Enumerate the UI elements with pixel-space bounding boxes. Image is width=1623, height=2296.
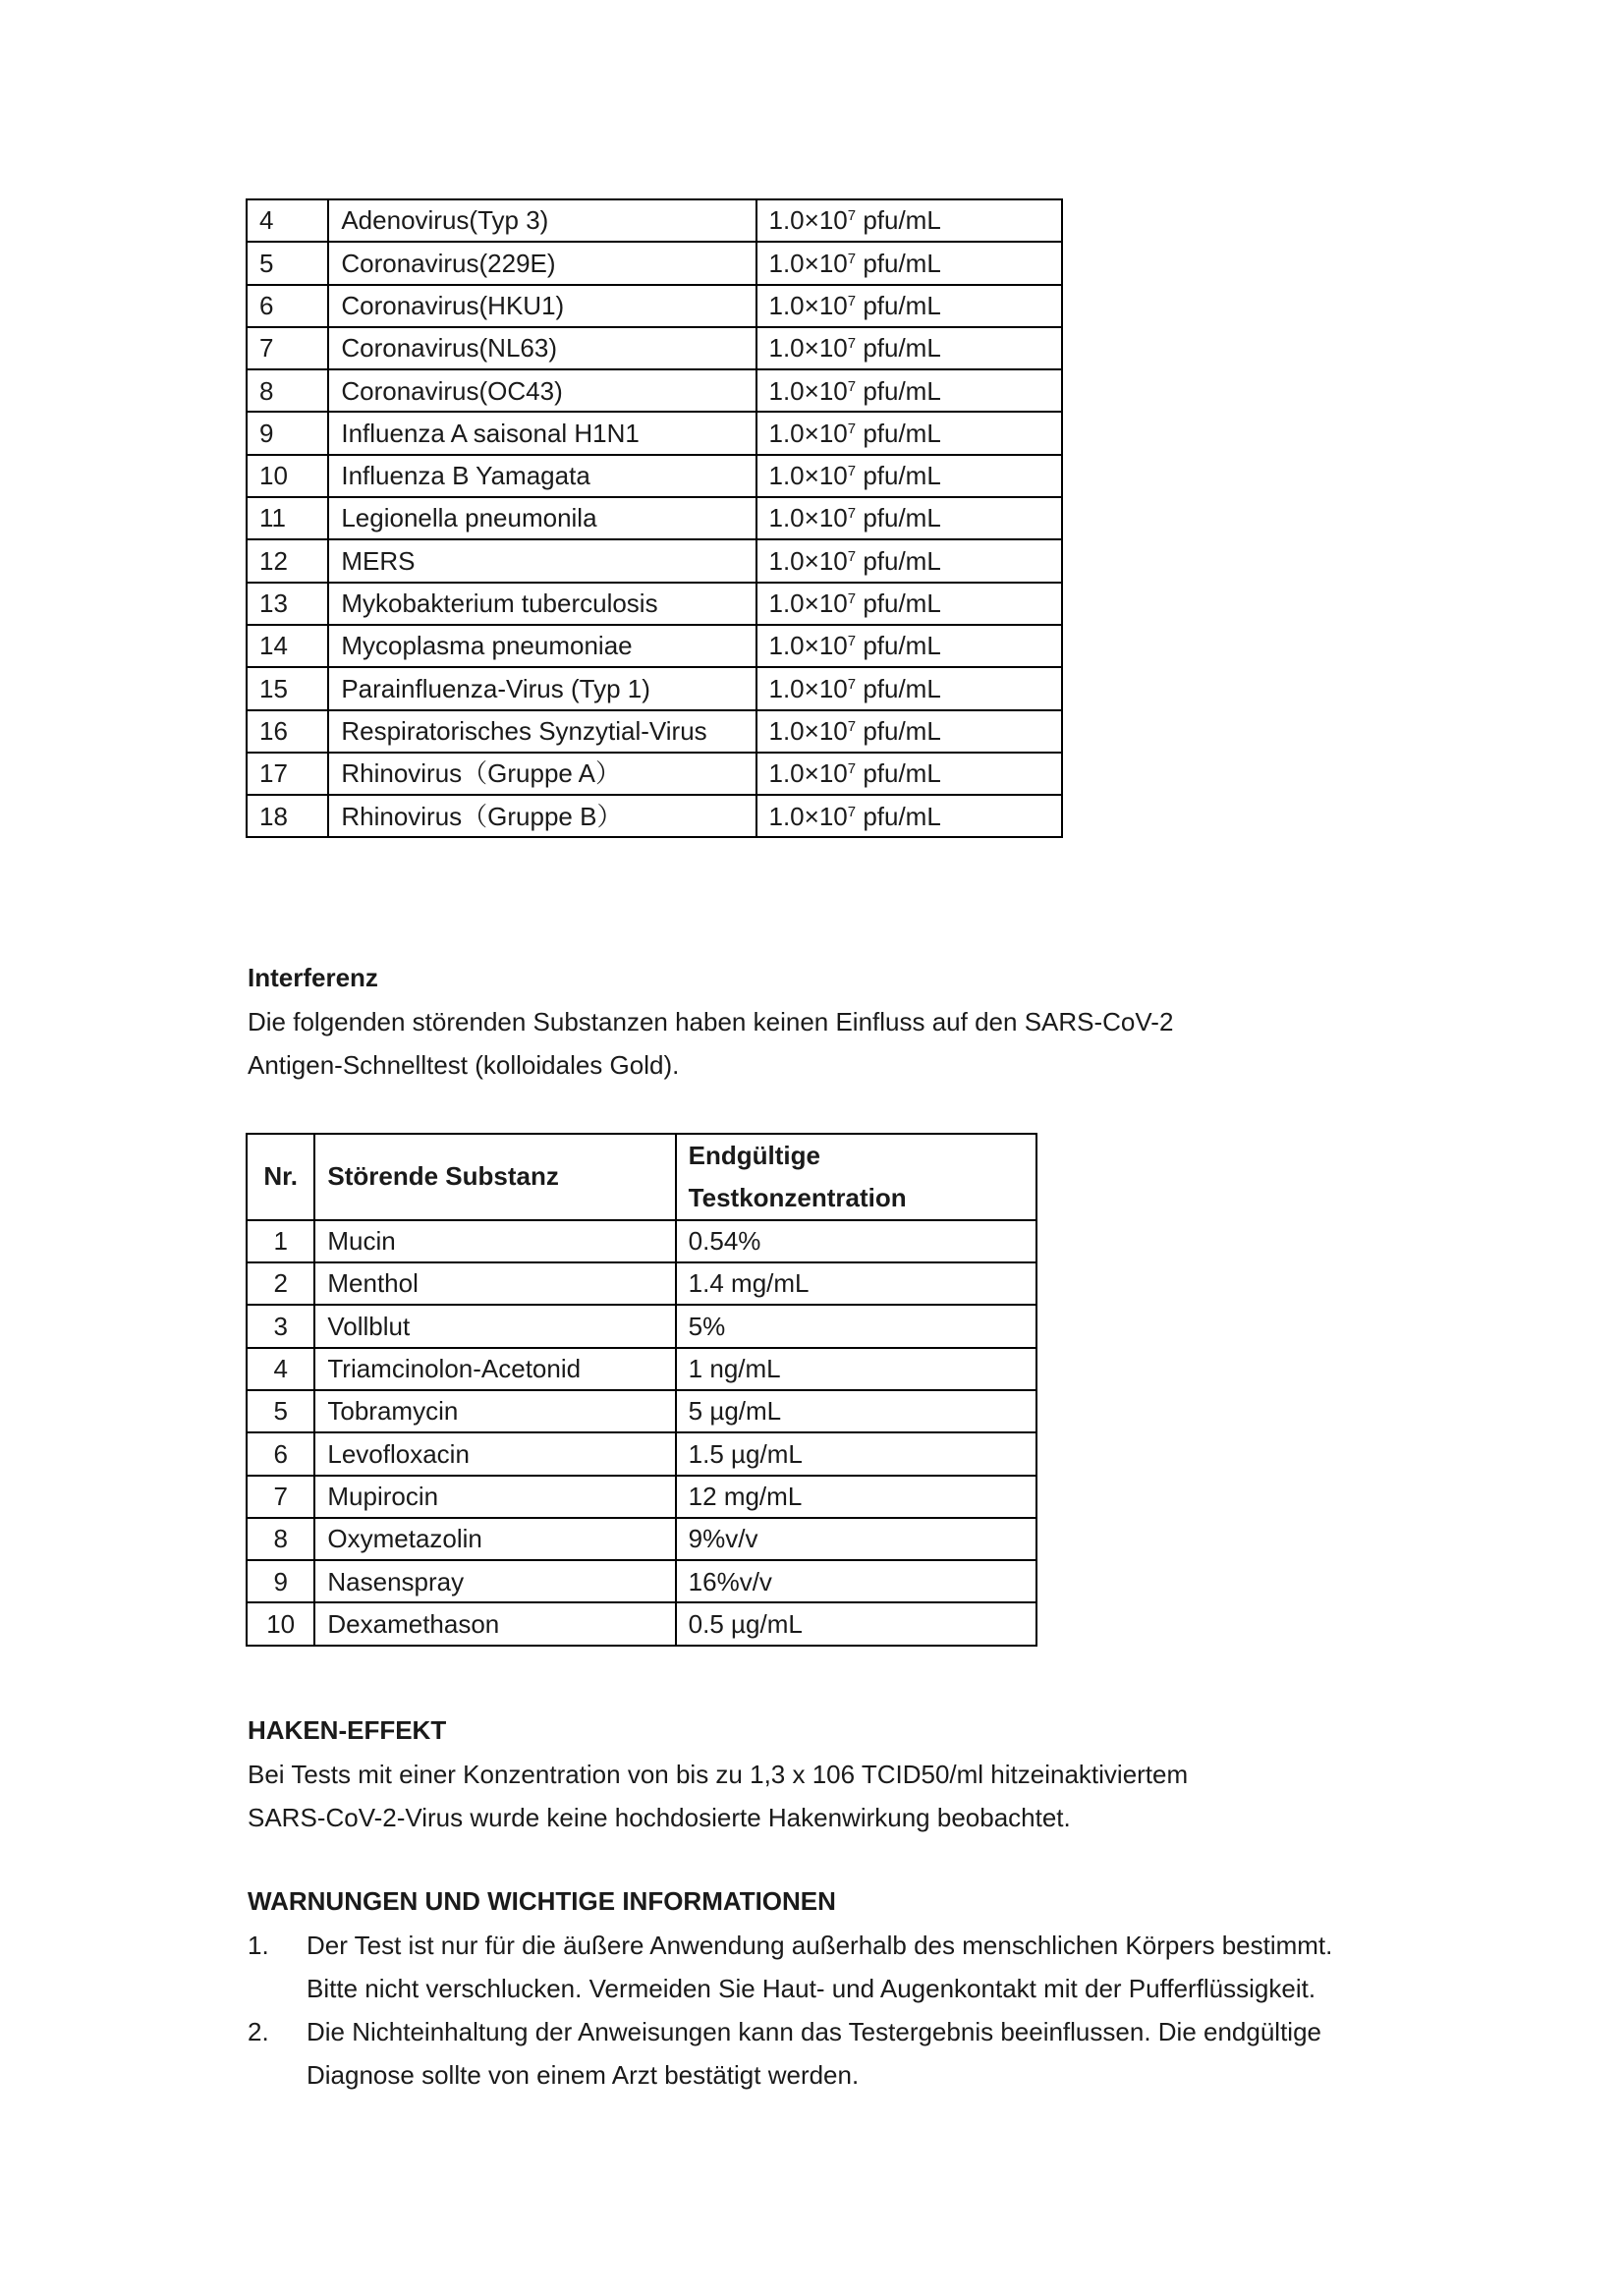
table-row bbox=[247, 1262, 1036, 1305]
cell-nr: 4 bbox=[247, 199, 328, 242]
cell-substance: Menthol bbox=[314, 1262, 675, 1305]
haken-text-line2: SARS-CoV-2-Virus wurde keine hochdosierte Hakenwirkung beobachtet. bbox=[248, 1803, 1071, 1832]
concentration-exponent: 7 bbox=[847, 420, 857, 437]
cell-organism: Rhinovirus（Gruppe A） bbox=[328, 753, 756, 795]
cell-concentration bbox=[756, 667, 1063, 709]
cell-organism: Respiratorisches Synzytial-Virus bbox=[328, 710, 756, 753]
cell-organism: Legionella pneumonila bbox=[328, 497, 756, 539]
cell-concentration: 0.54% bbox=[676, 1220, 1036, 1262]
concentration-unit: pfu/mL bbox=[856, 290, 941, 320]
concentration-base: 1.0×10 bbox=[768, 290, 848, 320]
table-row bbox=[247, 1220, 1036, 1262]
cell-organism: Coronavirus(OC43) bbox=[328, 369, 756, 412]
cell-concentration: 16%v/v bbox=[676, 1560, 1036, 1602]
cross-reactivity-table bbox=[246, 198, 1063, 838]
concentration-exponent: 7 bbox=[847, 717, 857, 735]
cell-nr: 17 bbox=[247, 753, 328, 795]
cell-concentration bbox=[756, 710, 1063, 753]
warnungen-list bbox=[248, 1924, 1427, 2097]
table-row bbox=[247, 1432, 1036, 1475]
cell-nr: 5 bbox=[247, 1390, 314, 1432]
cell-nr: 13 bbox=[247, 583, 328, 625]
cell-nr: 6 bbox=[247, 285, 328, 327]
concentration-base: 1.0×10 bbox=[768, 588, 848, 619]
table-row bbox=[247, 1305, 1036, 1347]
cell-concentration: 1.4 mg/mL bbox=[676, 1262, 1036, 1305]
cell-concentration bbox=[756, 327, 1063, 369]
cell-substance: Tobramycin bbox=[314, 1390, 675, 1432]
concentration-exponent: 7 bbox=[847, 803, 857, 820]
concentration-base: 1.0×10 bbox=[768, 333, 848, 364]
cell-organism: Coronavirus(229E) bbox=[328, 242, 756, 284]
list-item-number: 1. bbox=[248, 1931, 269, 1960]
concentration-unit: pfu/mL bbox=[856, 801, 941, 831]
cell-concentration bbox=[756, 369, 1063, 412]
cell-concentration: 12 mg/mL bbox=[676, 1476, 1036, 1518]
cell-nr: 14 bbox=[247, 625, 328, 667]
cell-nr: 9 bbox=[247, 412, 328, 454]
cell-substance: Triamcinolon-Acetonid bbox=[314, 1348, 675, 1390]
table-row bbox=[247, 497, 1062, 539]
cell-concentration bbox=[756, 199, 1063, 242]
concentration-base: 1.0×10 bbox=[768, 503, 848, 533]
list-item bbox=[248, 2010, 1427, 2097]
cell-concentration bbox=[756, 242, 1063, 284]
cell-concentration bbox=[756, 753, 1063, 795]
cell-concentration bbox=[756, 497, 1063, 539]
concentration-exponent: 7 bbox=[847, 377, 857, 395]
table-row bbox=[247, 667, 1062, 709]
cell-nr: 9 bbox=[247, 1560, 314, 1602]
interferenz-heading: Interferenz bbox=[248, 963, 378, 992]
haken-text-line1: Bei Tests mit einer Konzentration von bis zu 1,3 x 106 TCID50/ml hitzeinaktiviertem bbox=[248, 1760, 1189, 1789]
cell-organism: Coronavirus(HKU1) bbox=[328, 285, 756, 327]
header-concentration-line2: Testkonzentration bbox=[688, 1182, 907, 1212]
table-row bbox=[247, 795, 1062, 837]
table-row bbox=[247, 199, 1062, 242]
cell-organism: Mycoplasma pneumoniae bbox=[328, 625, 756, 667]
cell-concentration bbox=[756, 412, 1063, 454]
concentration-unit: pfu/mL bbox=[856, 248, 941, 278]
cell-concentration bbox=[756, 625, 1063, 667]
concentration-unit: pfu/mL bbox=[856, 758, 941, 789]
table-row bbox=[247, 242, 1062, 284]
cell-nr: 15 bbox=[247, 667, 328, 709]
cell-concentration bbox=[756, 455, 1063, 497]
header-substance: Störende Substanz bbox=[314, 1134, 675, 1220]
concentration-exponent: 7 bbox=[847, 590, 857, 608]
cell-substance: Levofloxacin bbox=[314, 1432, 675, 1475]
cell-substance: Mucin bbox=[314, 1220, 675, 1262]
concentration-exponent: 7 bbox=[847, 760, 857, 778]
table-row bbox=[247, 753, 1062, 795]
table-row bbox=[247, 1518, 1036, 1560]
table-row bbox=[247, 583, 1062, 625]
list-item-line1: Die Nichteinhaltung der Anweisungen kann das Testergebnis beeinflussen. Die endgültige bbox=[307, 2017, 1321, 2046]
cell-organism: Adenovirus(Typ 3) bbox=[328, 199, 756, 242]
table-row bbox=[247, 285, 1062, 327]
table-row bbox=[247, 1602, 1036, 1645]
cell-concentration: 5% bbox=[676, 1305, 1036, 1347]
concentration-base: 1.0×10 bbox=[768, 801, 848, 831]
concentration-unit: pfu/mL bbox=[856, 418, 941, 448]
concentration-unit: pfu/mL bbox=[856, 503, 941, 533]
concentration-exponent: 7 bbox=[847, 633, 857, 650]
concentration-base: 1.0×10 bbox=[768, 248, 848, 278]
cell-nr: 5 bbox=[247, 242, 328, 284]
concentration-exponent: 7 bbox=[847, 505, 857, 523]
warnungen-heading: WARNUNGEN UND WICHTIGE INFORMATIONEN bbox=[248, 1886, 836, 1916]
list-item-line2: Bitte nicht verschlucken. Vermeiden Sie Haut- und Augenkontakt mit der Pufferflüssigkeit. bbox=[307, 1974, 1316, 2003]
cell-organism: Parainfluenza-Virus (Typ 1) bbox=[328, 667, 756, 709]
concentration-base: 1.0×10 bbox=[768, 715, 848, 746]
concentration-base: 1.0×10 bbox=[768, 758, 848, 789]
header-nr: Nr. bbox=[247, 1134, 314, 1220]
cell-concentration bbox=[756, 583, 1063, 625]
list-item-line2: Diagnose sollte von einem Arzt bestätigt werden. bbox=[307, 2060, 860, 2090]
header-concentration-line1: Endgültige bbox=[688, 1141, 820, 1170]
table-row bbox=[247, 412, 1062, 454]
concentration-unit: pfu/mL bbox=[856, 461, 941, 491]
list-item-number: 2. bbox=[248, 2017, 269, 2046]
haken-text bbox=[248, 1753, 1427, 1839]
concentration-unit: pfu/mL bbox=[856, 333, 941, 364]
concentration-base: 1.0×10 bbox=[768, 673, 848, 703]
cell-organism: MERS bbox=[328, 539, 756, 582]
concentration-unit: pfu/mL bbox=[856, 205, 941, 236]
table-row bbox=[247, 1390, 1036, 1432]
table-row bbox=[247, 1348, 1036, 1390]
cell-nr: 4 bbox=[247, 1348, 314, 1390]
cell-substance: Dexamethason bbox=[314, 1602, 675, 1645]
table-row bbox=[247, 539, 1062, 582]
cell-nr: 18 bbox=[247, 795, 328, 837]
concentration-unit: pfu/mL bbox=[856, 631, 941, 661]
interferenz-text-line1: Die folgenden störenden Substanzen haben keinen Einfluss auf den SARS-CoV-2 bbox=[248, 1007, 1174, 1036]
concentration-unit: pfu/mL bbox=[856, 545, 941, 576]
table-header-row bbox=[247, 1134, 1036, 1220]
cell-substance: Nasenspray bbox=[314, 1560, 675, 1602]
header-concentration bbox=[676, 1134, 1036, 1220]
concentration-exponent: 7 bbox=[847, 207, 857, 225]
table-row bbox=[247, 327, 1062, 369]
cell-nr: 16 bbox=[247, 710, 328, 753]
concentration-unit: pfu/mL bbox=[856, 375, 941, 406]
cell-nr: 8 bbox=[247, 369, 328, 412]
list-item bbox=[248, 1924, 1427, 2010]
concentration-exponent: 7 bbox=[847, 463, 857, 480]
cell-nr: 10 bbox=[247, 1602, 314, 1645]
concentration-base: 1.0×10 bbox=[768, 375, 848, 406]
cell-nr: 3 bbox=[247, 1305, 314, 1347]
cell-nr: 2 bbox=[247, 1262, 314, 1305]
concentration-base: 1.0×10 bbox=[768, 461, 848, 491]
concentration-unit: pfu/mL bbox=[856, 715, 941, 746]
cell-organism: Influenza B Yamagata bbox=[328, 455, 756, 497]
interference-table bbox=[246, 1133, 1037, 1647]
cell-concentration: 0.5 µg/mL bbox=[676, 1602, 1036, 1645]
cell-nr: 10 bbox=[247, 455, 328, 497]
cell-organism: Influenza A saisonal H1N1 bbox=[328, 412, 756, 454]
cell-concentration: 1.5 µg/mL bbox=[676, 1432, 1036, 1475]
concentration-unit: pfu/mL bbox=[856, 588, 941, 619]
concentration-base: 1.0×10 bbox=[768, 545, 848, 576]
table-row bbox=[247, 369, 1062, 412]
table-row bbox=[247, 1560, 1036, 1602]
cell-nr: 7 bbox=[247, 1476, 314, 1518]
cell-organism: Mykobakterium tuberculosis bbox=[328, 583, 756, 625]
list-item-line1: Der Test ist nur für die äußere Anwendung außerhalb des menschlichen Körpers bestimmt. bbox=[307, 1931, 1333, 1960]
cell-organism: Coronavirus(NL63) bbox=[328, 327, 756, 369]
concentration-base: 1.0×10 bbox=[768, 418, 848, 448]
concentration-exponent: 7 bbox=[847, 675, 857, 693]
concentration-base: 1.0×10 bbox=[768, 205, 848, 236]
haken-heading: HAKEN-EFFEKT bbox=[248, 1715, 447, 1745]
concentration-base: 1.0×10 bbox=[768, 631, 848, 661]
concentration-unit: pfu/mL bbox=[856, 673, 941, 703]
cell-concentration bbox=[756, 285, 1063, 327]
cell-substance: Mupirocin bbox=[314, 1476, 675, 1518]
table-row bbox=[247, 1476, 1036, 1518]
cell-concentration: 9%v/v bbox=[676, 1518, 1036, 1560]
cell-substance: Vollblut bbox=[314, 1305, 675, 1347]
cell-concentration: 5 µg/mL bbox=[676, 1390, 1036, 1432]
cell-nr: 11 bbox=[247, 497, 328, 539]
cell-nr: 7 bbox=[247, 327, 328, 369]
cell-concentration bbox=[756, 795, 1063, 837]
concentration-exponent: 7 bbox=[847, 250, 857, 267]
concentration-exponent: 7 bbox=[847, 292, 857, 309]
concentration-exponent: 7 bbox=[847, 547, 857, 565]
cell-substance: Oxymetazolin bbox=[314, 1518, 675, 1560]
cell-nr: 8 bbox=[247, 1518, 314, 1560]
table-row bbox=[247, 710, 1062, 753]
concentration-exponent: 7 bbox=[847, 335, 857, 353]
table-row bbox=[247, 455, 1062, 497]
cell-nr: 6 bbox=[247, 1432, 314, 1475]
interferenz-text-line2: Antigen-Schnelltest (kolloidales Gold). bbox=[248, 1050, 680, 1080]
cell-concentration bbox=[756, 539, 1063, 582]
table-row bbox=[247, 625, 1062, 667]
interferenz-text bbox=[248, 1000, 1427, 1087]
cell-organism: Rhinovirus（Gruppe B） bbox=[328, 795, 756, 837]
cell-concentration: 1 ng/mL bbox=[676, 1348, 1036, 1390]
cell-nr: 1 bbox=[247, 1220, 314, 1262]
cell-nr: 12 bbox=[247, 539, 328, 582]
